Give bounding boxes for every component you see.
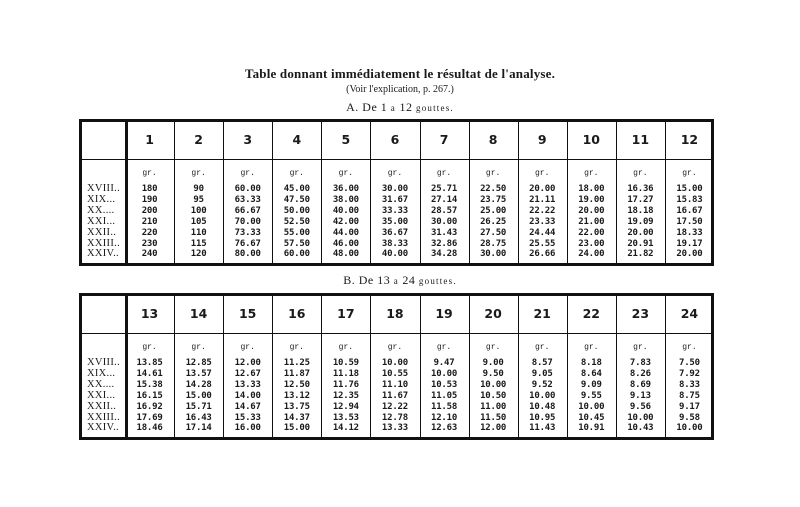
table-cell: 15.33 bbox=[234, 412, 261, 423]
table-cell: 28.75 bbox=[480, 238, 507, 249]
column-header: 12 bbox=[680, 132, 699, 147]
table-cell: 23.00 bbox=[578, 238, 605, 249]
table-cell: 15.83 bbox=[676, 194, 703, 205]
table-cell: 90 bbox=[193, 184, 204, 194]
row-label: XXI... bbox=[87, 215, 116, 227]
unit-label: gr. bbox=[240, 343, 255, 352]
unit-label: gr. bbox=[338, 169, 354, 178]
table-cell: 8.57 bbox=[531, 358, 553, 368]
unit-label: gr. bbox=[387, 343, 403, 352]
table-cell: 52.50 bbox=[283, 216, 310, 227]
table-cell: 10.00 bbox=[381, 358, 408, 368]
table-cell: 14.37 bbox=[283, 412, 310, 423]
table-cell: 42.00 bbox=[332, 216, 359, 227]
unit-label: gr. bbox=[436, 343, 452, 352]
table-cell: 240 bbox=[141, 249, 158, 260]
table-cell: 20.91 bbox=[627, 238, 654, 249]
table-cell: 30.00 bbox=[430, 216, 458, 227]
table-cell: 10.45 bbox=[578, 412, 605, 423]
table-cell: 10.59 bbox=[332, 358, 359, 368]
table-cell: 15.00 bbox=[283, 423, 310, 434]
table-cell: 120 bbox=[190, 249, 207, 260]
table-cell: 10.00 bbox=[627, 412, 654, 423]
table-cell: 17.50 bbox=[676, 216, 703, 227]
section-b-title bbox=[0, 273, 800, 288]
table-cell: 10.50 bbox=[480, 390, 507, 401]
table-cell: 47.50 bbox=[283, 194, 310, 205]
unit-label: gr. bbox=[534, 169, 550, 178]
table-cell: 16.00 bbox=[234, 423, 261, 434]
table-cell: 8.69 bbox=[629, 379, 651, 390]
section-a-to: 12 bbox=[399, 100, 413, 114]
table-cell: 24.00 bbox=[578, 249, 605, 260]
table-cell: 38.00 bbox=[332, 194, 359, 205]
column-header: 7 bbox=[439, 132, 449, 147]
column-header: 18 bbox=[386, 306, 404, 321]
table-cell: 200 bbox=[141, 205, 158, 216]
table-cell: 13.12 bbox=[283, 390, 310, 401]
column-header: 24 bbox=[680, 306, 699, 321]
table-cell: 8.18 bbox=[580, 358, 602, 368]
section-b-from: 13 bbox=[377, 273, 391, 287]
row-label: XIX... bbox=[87, 367, 116, 379]
table-cell: 11.76 bbox=[332, 379, 359, 390]
table-cell: 25.00 bbox=[480, 205, 507, 216]
table-cell: 57.50 bbox=[283, 238, 310, 249]
row-label: XVIII.. bbox=[87, 183, 121, 194]
table-cell: 63.33 bbox=[234, 194, 261, 205]
table-cell: 9.50 bbox=[482, 368, 504, 379]
unit-label: gr. bbox=[485, 169, 501, 178]
unit-label: gr. bbox=[682, 169, 697, 178]
table-cell: 60.00 bbox=[283, 249, 310, 260]
table-cell: 11.25 bbox=[283, 358, 310, 368]
table-cell: 11.50 bbox=[480, 412, 507, 423]
table-cell: 60.00 bbox=[234, 184, 261, 194]
unit-label: gr. bbox=[387, 169, 403, 178]
table-cell: 15.38 bbox=[136, 379, 163, 390]
unit-label: gr. bbox=[682, 343, 697, 352]
section-a-word: gouttes. bbox=[416, 103, 454, 113]
table-cell: 12.35 bbox=[332, 390, 359, 401]
table-cell: 10.53 bbox=[430, 379, 458, 390]
table-cell: 21.11 bbox=[529, 194, 556, 205]
table-cell: 38.33 bbox=[381, 238, 408, 249]
column-header: 17 bbox=[337, 306, 355, 321]
table-cell: 11.67 bbox=[381, 390, 408, 401]
table-cell: 14.61 bbox=[136, 368, 163, 379]
column-header: 11 bbox=[631, 132, 650, 147]
table-cell: 9.13 bbox=[629, 390, 651, 401]
table-cell: 18.00 bbox=[578, 184, 605, 194]
table-cell: 10.91 bbox=[578, 423, 605, 434]
table-cell: 95 bbox=[193, 194, 204, 205]
table-cell: 19.09 bbox=[627, 216, 654, 227]
table-cell: 105 bbox=[190, 216, 207, 227]
table-cell: 70.00 bbox=[234, 216, 261, 227]
table-cell: 11.18 bbox=[332, 368, 359, 379]
row-label: XXII.. bbox=[87, 226, 117, 238]
table-cell: 210 bbox=[141, 216, 158, 227]
table-cell: 190 bbox=[141, 194, 158, 205]
table-cell: 48.00 bbox=[332, 249, 359, 260]
column-header: 3 bbox=[243, 132, 253, 147]
table-cell: 40.00 bbox=[381, 249, 408, 260]
unit-label: gr. bbox=[289, 343, 304, 352]
section-a-prefix: A. De bbox=[346, 100, 378, 114]
table-cell: 20.00 bbox=[627, 227, 654, 238]
table-cell: 14.00 bbox=[234, 390, 261, 401]
table-cell: 46.00 bbox=[332, 238, 359, 249]
table-left-rule bbox=[79, 296, 82, 437]
row-label: XXI... bbox=[87, 389, 116, 401]
table-b bbox=[79, 293, 714, 440]
unit-label: gr. bbox=[584, 343, 599, 352]
table-cell: 9.58 bbox=[679, 412, 700, 423]
table-cell: 80.00 bbox=[234, 249, 261, 260]
table-cell: 11.58 bbox=[430, 401, 458, 412]
table-cell: 14.28 bbox=[185, 379, 212, 390]
table-cell: 16.43 bbox=[185, 412, 212, 423]
table-cell: 11.43 bbox=[529, 423, 556, 434]
table-cell: 27.50 bbox=[480, 227, 507, 238]
table-cell: 40.00 bbox=[332, 205, 359, 216]
table-cell: 50.00 bbox=[283, 205, 310, 216]
table-cell: 16.67 bbox=[676, 205, 703, 216]
column-header: 5 bbox=[341, 132, 351, 147]
unit-label: gr. bbox=[584, 169, 599, 178]
table-cell: 18.33 bbox=[676, 227, 703, 238]
row-label: XXIII.. bbox=[87, 237, 121, 249]
table-cell: 14.12 bbox=[332, 423, 359, 434]
unit-label: gr. bbox=[240, 169, 255, 178]
table-cell: 10.00 bbox=[676, 423, 703, 434]
table-left-rule bbox=[79, 122, 82, 263]
section-b-a: a bbox=[393, 276, 399, 286]
section-b-to: 24 bbox=[402, 273, 416, 287]
table-cell: 12.22 bbox=[381, 401, 408, 412]
section-a-title bbox=[0, 100, 800, 115]
table-cell: 30.00 bbox=[480, 249, 507, 260]
table-cell: 10.00 bbox=[430, 368, 458, 379]
table-cell: 13.53 bbox=[332, 412, 359, 423]
unit-label: gr. bbox=[142, 343, 157, 352]
table-cell: 19.17 bbox=[676, 238, 703, 249]
column-header: 8 bbox=[488, 132, 498, 147]
column-header: 20 bbox=[484, 306, 502, 321]
table-cell: 12.78 bbox=[381, 412, 408, 423]
table-cell: 8.64 bbox=[580, 368, 602, 379]
table-cell: 110 bbox=[190, 227, 207, 238]
table-cell: 36.67 bbox=[381, 227, 408, 238]
row-label: XXII.. bbox=[87, 400, 117, 412]
table-cell: 24.44 bbox=[529, 227, 556, 238]
table-cell: 8.33 bbox=[679, 379, 700, 390]
table-cell: 44.00 bbox=[332, 227, 359, 238]
table-cell: 8.26 bbox=[629, 368, 651, 379]
column-header: 13 bbox=[140, 306, 159, 321]
table-cell: 31.43 bbox=[430, 227, 458, 238]
table-cell: 9.17 bbox=[679, 401, 700, 412]
table-cell: 27.14 bbox=[430, 194, 458, 205]
table-cell: 10.00 bbox=[529, 390, 556, 401]
section-b-word: gouttes. bbox=[418, 276, 457, 286]
table-cell: 115 bbox=[190, 238, 207, 249]
table-cell: 23.33 bbox=[529, 216, 556, 227]
table-cell: 73.33 bbox=[234, 227, 261, 238]
unit-label: gr. bbox=[633, 169, 648, 178]
table-cell: 55.00 bbox=[283, 227, 310, 238]
table-cell: 15.71 bbox=[185, 401, 212, 412]
unit-label: gr. bbox=[633, 343, 648, 352]
table-cell: 12.00 bbox=[480, 423, 507, 434]
table-cell: 11.87 bbox=[283, 368, 310, 379]
table-cell: 13.33 bbox=[234, 379, 261, 390]
table-cell: 15.00 bbox=[185, 390, 212, 401]
table-cell: 23.75 bbox=[480, 194, 507, 205]
unit-label: gr. bbox=[191, 169, 206, 178]
table-cell: 31.67 bbox=[381, 194, 408, 205]
row-label: XXIV.. bbox=[87, 422, 119, 434]
row-label: XVIII.. bbox=[87, 357, 121, 368]
table-cell: 12.10 bbox=[430, 412, 458, 423]
table-cell: 9.09 bbox=[580, 379, 602, 390]
table-cell: 22.22 bbox=[529, 205, 556, 216]
table-cell: 28.57 bbox=[430, 205, 458, 216]
column-header: 1 bbox=[145, 132, 154, 147]
table-cell: 9.47 bbox=[433, 358, 455, 368]
row-label: XX.... bbox=[87, 378, 115, 390]
table-cell: 26.66 bbox=[529, 249, 556, 260]
column-header: 9 bbox=[537, 132, 547, 147]
table-cell: 230 bbox=[141, 238, 158, 249]
table-cell: 25.71 bbox=[430, 184, 458, 194]
table-cell: 20.00 bbox=[676, 249, 703, 260]
table-cell: 45.00 bbox=[283, 184, 310, 194]
table-cell: 76.67 bbox=[234, 238, 261, 249]
table-cell: 17.69 bbox=[136, 412, 163, 423]
table-cell: 16.92 bbox=[136, 401, 163, 412]
unit-label: gr. bbox=[338, 343, 354, 352]
table-cell: 12.00 bbox=[234, 358, 261, 368]
table-a bbox=[79, 119, 714, 266]
table-cell: 16.15 bbox=[136, 390, 163, 401]
table-cell: 15.00 bbox=[676, 184, 703, 194]
row-label: XXIV.. bbox=[87, 248, 119, 260]
table-cell: 11.00 bbox=[480, 401, 507, 412]
table-cell: 13.33 bbox=[381, 423, 408, 434]
table-cell: 18.18 bbox=[627, 205, 654, 216]
table-cell: 21.00 bbox=[578, 216, 605, 227]
table-cell: 10.95 bbox=[529, 412, 556, 423]
table-cell: 22.50 bbox=[480, 184, 507, 194]
column-header: 2 bbox=[194, 132, 203, 147]
section-a-from: 1 bbox=[380, 100, 388, 114]
section-a-a: a bbox=[390, 103, 396, 113]
column-header: 21 bbox=[533, 306, 551, 321]
unit-label: gr. bbox=[142, 169, 157, 178]
row-label: XX.... bbox=[87, 204, 115, 216]
table-cell: 7.50 bbox=[679, 358, 700, 368]
page-title: Table donnant immédiatement le résultat de l'analyse. bbox=[244, 66, 556, 81]
table-cell: 20.00 bbox=[529, 184, 556, 194]
table-cell: 12.50 bbox=[283, 379, 310, 390]
table-cell: 14.67 bbox=[234, 401, 261, 412]
page-subtitle: (Voir l'explication, p. 267.) bbox=[346, 84, 454, 95]
column-header: 6 bbox=[390, 132, 400, 147]
column-header: 23 bbox=[631, 306, 650, 321]
table-cell: 13.85 bbox=[136, 358, 163, 368]
table-cell: 30.00 bbox=[381, 184, 408, 194]
row-label: XIX... bbox=[87, 193, 116, 205]
table-cell: 33.33 bbox=[381, 205, 408, 216]
table-cell: 25.55 bbox=[529, 238, 556, 249]
table-cell: 36.00 bbox=[332, 184, 359, 194]
table-cell: 7.83 bbox=[629, 358, 651, 368]
column-header: 15 bbox=[238, 306, 257, 321]
table-cell: 10.00 bbox=[578, 401, 605, 412]
table-cell: 9.05 bbox=[531, 368, 553, 379]
table-cell: 17.14 bbox=[185, 423, 212, 434]
table-cell: 13.57 bbox=[185, 368, 212, 379]
column-header: 10 bbox=[582, 132, 600, 147]
table-cell: 12.85 bbox=[185, 358, 212, 368]
column-header: 4 bbox=[292, 132, 302, 147]
table-cell: 100 bbox=[190, 205, 207, 216]
section-b-prefix: B. De bbox=[343, 273, 374, 287]
column-header: 19 bbox=[435, 306, 453, 321]
unit-label: gr. bbox=[191, 343, 206, 352]
table-cell: 19.00 bbox=[578, 194, 605, 205]
table-cell: 9.56 bbox=[629, 401, 651, 412]
unit-label: gr. bbox=[534, 343, 550, 352]
table-cell: 9.00 bbox=[482, 358, 504, 368]
table-cell: 35.00 bbox=[381, 216, 408, 227]
table-cell: 220 bbox=[141, 227, 158, 238]
table-cell: 26.25 bbox=[480, 216, 507, 227]
table-cell: 18.46 bbox=[136, 423, 163, 434]
unit-label: gr. bbox=[436, 169, 452, 178]
table-cell: 12.63 bbox=[430, 423, 458, 434]
table-cell: 11.05 bbox=[430, 390, 458, 401]
table-cell: 180 bbox=[141, 184, 158, 194]
table-cell: 34.28 bbox=[430, 249, 458, 260]
table-cell: 9.55 bbox=[580, 390, 602, 401]
column-header: 22 bbox=[582, 306, 600, 321]
table-cell: 10.43 bbox=[627, 423, 654, 434]
row-label: XXIII.. bbox=[87, 411, 121, 423]
table-cell: 32.86 bbox=[430, 238, 458, 249]
table-cell: 12.67 bbox=[234, 368, 261, 379]
table-cell: 10.00 bbox=[480, 379, 507, 390]
table-cell: 13.75 bbox=[283, 401, 310, 412]
table-cell: 16.36 bbox=[627, 184, 654, 194]
table-cell: 10.55 bbox=[381, 368, 408, 379]
unit-label: gr. bbox=[485, 343, 501, 352]
table-cell: 8.75 bbox=[679, 390, 700, 401]
table-cell: 12.94 bbox=[332, 401, 359, 412]
table-cell: 66.67 bbox=[234, 205, 261, 216]
table-cell: 21.82 bbox=[627, 249, 654, 260]
table-cell: 9.52 bbox=[531, 379, 553, 390]
unit-label: gr. bbox=[289, 169, 304, 178]
table-cell: 20.00 bbox=[578, 205, 605, 216]
table-cell: 7.92 bbox=[679, 368, 700, 379]
column-header: 16 bbox=[288, 306, 306, 321]
table-cell: 11.10 bbox=[381, 379, 408, 390]
table-cell: 10.48 bbox=[529, 401, 556, 412]
table-cell: 22.00 bbox=[578, 227, 605, 238]
table-cell: 17.27 bbox=[627, 194, 654, 205]
column-header: 14 bbox=[189, 306, 208, 321]
